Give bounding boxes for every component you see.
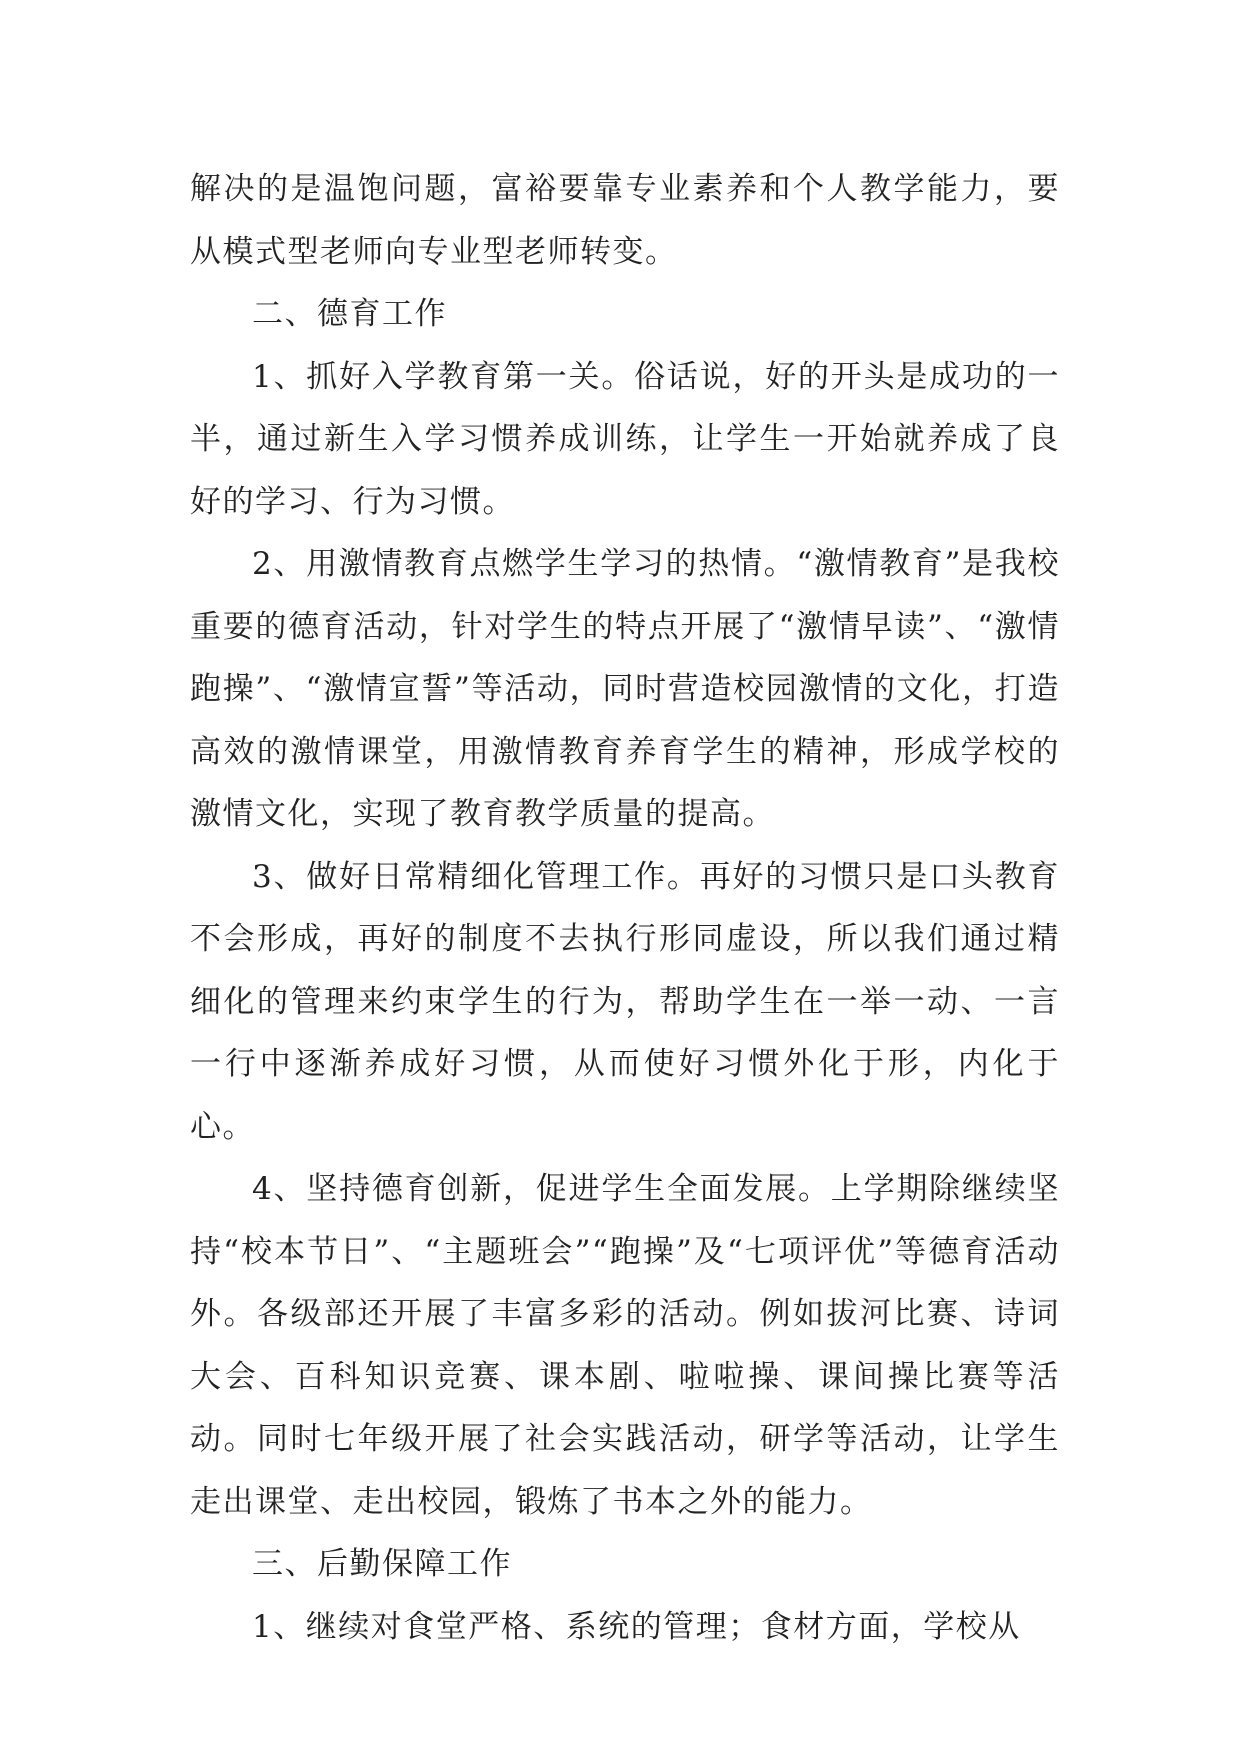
paragraph-item-1: 1、抓好入学教育第一关。俗话说，好的开头是成功的一半，通过新生入学习惯养成训练，让学生一开始就养成了良好的学习、行为习惯。 (190, 358, 1060, 520)
paragraph-item-3: 3、做好日常精细化管理工作。再好的习惯只是口头教育不会形成，再好的制度不去执行形同虚设，所以我们通过精细化的管理来约束学生的行为，帮助学生在一举一动、一言一行中逐渐养成好习惯，从而使好习惯外化于形，内化于心。 (190, 858, 1060, 1145)
paragraph-logistics-item-1: 1、继续对食堂严格、系统的管理；食材方面，学校从 (252, 1608, 1021, 1645)
paragraph-continuation: 解决的是温饱问题，富裕要靠专业素养和个人教学能力，要从模式型老师向专业型老师转变。 (190, 171, 1060, 270)
paragraph-item-2: 2、用激情教育点燃学生学习的热情。“激情教育”是我校重要的德育活动，针对学生的特点开展了“激情早读”、“激情跑操”、“激情宣誓”等活动，同时营造校园激情的文化，打造高效的激情课堂，用激情教育养育学生的精神，形成学校的激情文化，实现了教育教学质量的提高。 (190, 546, 1060, 832)
section-heading-moral-education: 二、德育工作 (252, 296, 447, 332)
paragraph-item-4: 4、坚持德育创新，促进学生全面发展。上学期除继续坚持“校本节日”、“主题班会”“跑操”及“七项评优”等德育活动外。各级部还开展了丰富多彩的活动。例如拔河比赛、诗词大会、百科知识竞赛、课本剧、啦啦操、课间操比赛等活动。同时七年级开展了社会实践活动，研学等活动，让学生走出课堂、走出校园，锻炼了书本之外的能力。 (190, 1171, 1060, 1520)
document-page (190, 158, 1060, 1658)
section-heading-logistics: 三、后勤保障工作 (252, 1546, 512, 1582)
